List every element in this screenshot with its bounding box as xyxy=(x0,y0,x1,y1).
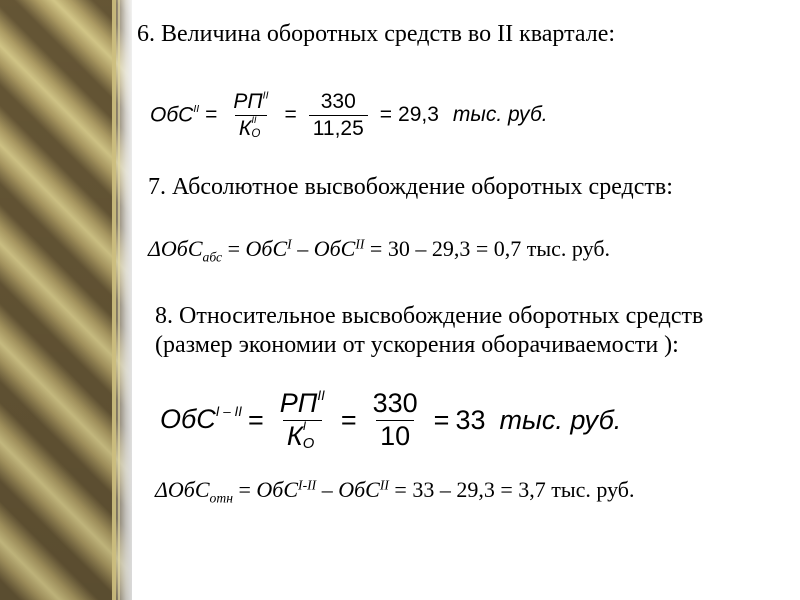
formula-equals: = xyxy=(379,103,393,126)
sidebar-stripe-light xyxy=(118,0,120,600)
formula-fraction-symbolic: $РП^{II}$ К I О xyxy=(279,387,325,453)
formula-equals: = xyxy=(205,103,218,126)
formula-unit: тыс. руб. xyxy=(499,404,622,435)
formula-working-capital-q2 xyxy=(150,85,548,145)
section-6-heading: 6. Величина оборотных средств во II квартале: xyxy=(137,21,616,47)
absolute-release-calculation: ΔОбС$_{абс}$ = ОбС$^I$ – ОбС$^{II}$ = 30 – 29,3 = 0,7 тыс. руб. xyxy=(148,236,611,265)
sidebar-stripe xyxy=(112,0,116,600)
formula-fraction-numeric: $\frac{330}{10}$ xyxy=(372,387,418,451)
formula-result: 29,3 xyxy=(398,103,439,126)
formula-unit: тыс. руб. xyxy=(452,103,548,126)
formula-result: 33 xyxy=(455,404,486,435)
formula-equals: = xyxy=(340,404,357,435)
section-7-heading: 7. Абсолютное высвобождение оборотных средств: xyxy=(148,174,673,200)
formula-fraction-symbolic: $РП^{II}$ К II О xyxy=(233,89,269,141)
formula-equals: = xyxy=(433,404,450,435)
formula-fraction-numeric: $\frac{330}{11,25}$ xyxy=(309,90,368,139)
section-8-heading: 8. Относительное высвобождение оборотных средств (размер экономии от ускорения оборачиваемости ): xyxy=(155,303,704,358)
formula-equals: = xyxy=(247,404,264,435)
formula-lhs: ОбС$^{I - II}$ xyxy=(160,404,242,435)
formula-equals: = xyxy=(284,103,297,126)
formula-lhs: ОбС$^{II}$ xyxy=(150,102,200,127)
formula-working-capital-relative xyxy=(160,385,621,455)
relative-release-calculation: ΔОбС$_{отн}$ = ОбС$^{I-II}$ – ОбС$^{II}$ = 33 – 29,3 = 3,7 тыс. руб. xyxy=(155,477,635,506)
